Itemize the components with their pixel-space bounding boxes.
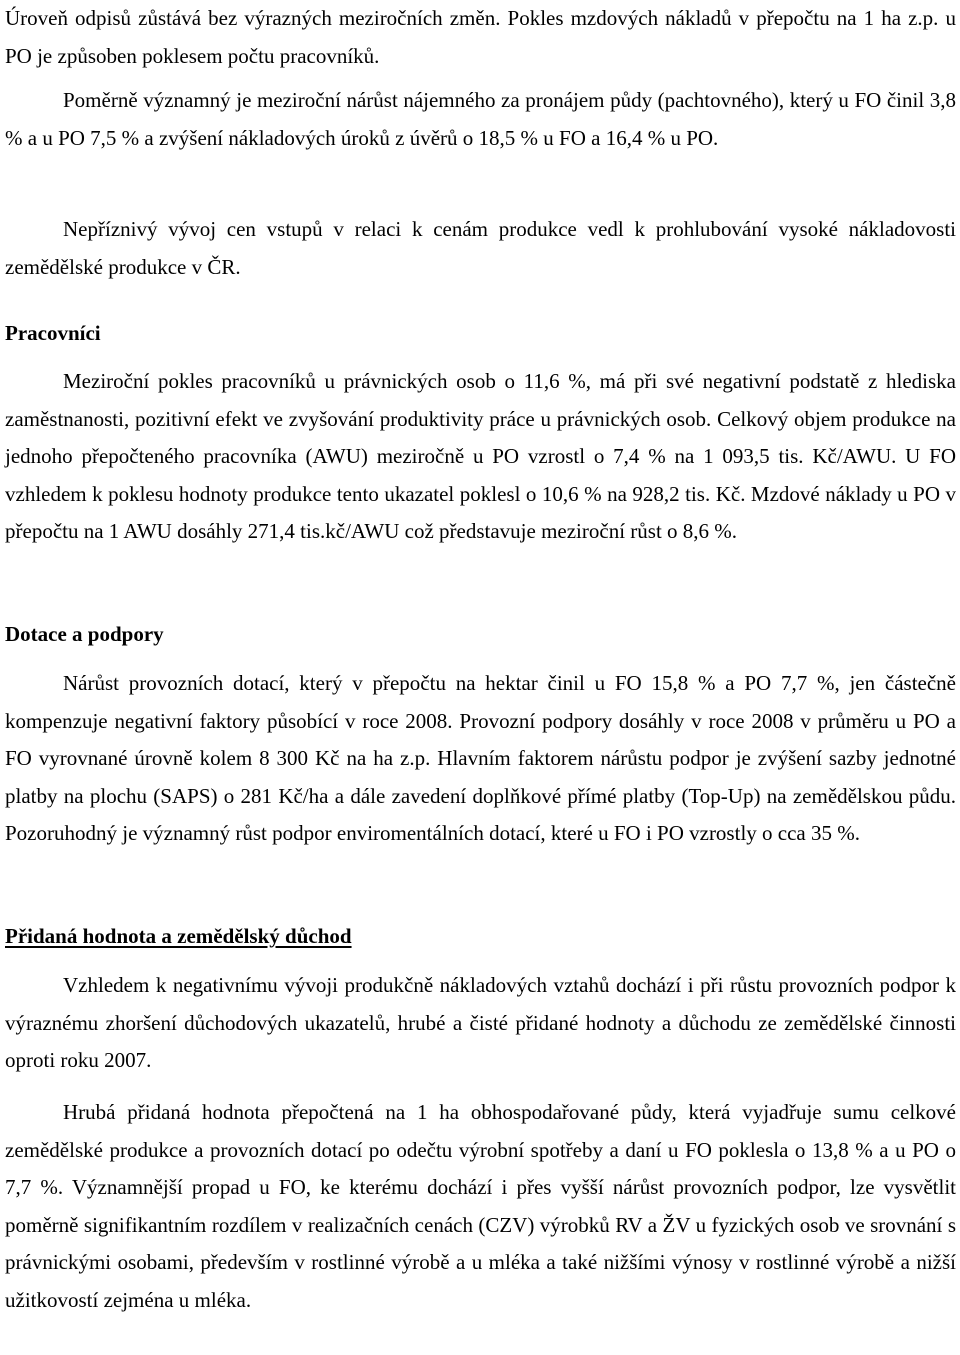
heading-workers: Pracovníci	[5, 321, 101, 345]
heading-subsidies: Dotace a podpory	[5, 622, 164, 646]
paragraph-value-added-1: Vzhledem k negativnímu vývoji produkčně nákladových vztahů dochází i při růstu provozních podpor k výraznému zhoršení důchodových ukazatelů, hrubé a čisté přidané hodnoty a důchodu ze zemědělské činnosti oproti roku 2007.	[5, 973, 956, 1073]
paragraph-land-rent: Poměrně významný je meziroční nárůst nájemného za pronájem půdy (pachtovného), který u FO činil 3,8 % a u PO 7,5 % a zvýšení nákladových úroků z úvěrů o 18,5 % u FO a 16,4 % u PO.	[5, 88, 956, 150]
paragraph-subsidies: Nárůst provozních dotací, který v přepočtu na hektar činil u FO 15,8 % a PO 7,7 %, jen částečně kompenzuje negativní faktory působící v roce 2008. Provozní podpory dosáhly v roce 2008 v průměru u PO a FO vyrovnané úrovně kolem 8 300 Kč na ha z.p. Hlavním faktorem nárůstu podpor je zvýšení sazby jednotné platby na plochu (SAPS) o 281 Kč/ha a dále zavedení doplňkové přímé platby (Top-Up) na zemědělskou půdu. Pozoruhodný je významný růst podpor enviromentálních dotací, které u FO i PO vzrostly o cca 35 %.	[5, 671, 956, 846]
paragraph-workers: Meziroční pokles pracovníků u právnických osob o 11,6 %, má při své negativní podstatě z hlediska zaměstnanosti, pozitivní efekt ve zvyšování produktivity práce u právnických osob. Celkový objem produkce na jednoho přepočteného pracovníka (AWU) meziročně u PO vzrostl o 7,4 % na 1 093,5 tis. Kč/AWU. U FO vzhledem k poklesu hodnoty produkce tento ukazatel poklesl o 10,6 % na 928,2 tis. Kč. Mzdové náklady u PO v přepočtu na 1 AWU dosáhly 271,4 tis.kč/AWU což představuje meziroční růst o 8,6 %.	[5, 369, 956, 544]
heading-value-added: Přidaná hodnota a zemědělský důchod	[5, 924, 352, 948]
paragraph-intro-continuation: Úroveň odpisů zůstává bez výrazných meziročních změn. Pokles mzdových nákladů v přepočtu na 1 ha z.p. u PO je způsoben poklesem počtu pracovníků.	[5, 6, 956, 68]
paragraph-input-costs: Nepříznivý vývoj cen vstupů v relaci k cenám produkce vedl k prohlubování vysoké nákladovosti zemědělské produkce v ČR.	[5, 217, 956, 279]
paragraph-value-added-2: Hrubá přidaná hodnota přepočtená na 1 ha obhospodařované půdy, která vyjadřuje sumu celkové zemědělské produkce a provozních dotací po odečtu výrobní spotřeby a daní u FO poklesla o 13,8 % a u PO o 7,7 %. Významnější propad u FO, ke kterému dochází i přes vyšší nárůst provozních podpor, lze vysvětlit poměrně signifikantním rozdílem v realizačních cenách (CZV) výrobků RV a ŽV u fyzických osob ve srovnání s právnickými osobami, především v rostlinné výrobě a u mléka a také nižšími výnosy v rostlinné výrobě a nižší užitkovostí zejména u mléka.	[5, 1100, 956, 1312]
